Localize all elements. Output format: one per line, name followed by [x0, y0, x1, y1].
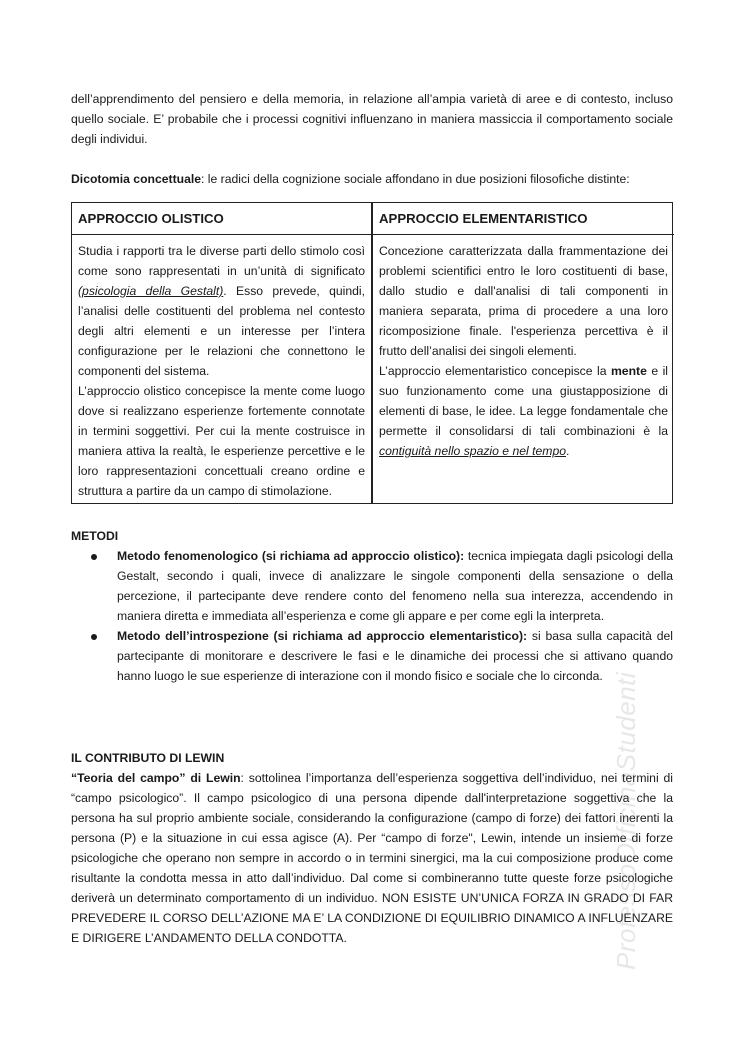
olistico-text-1: Studia i rapporti tra le diverse parti dello stimolo così come sono rappresentati in un’unità di significato: [78, 244, 365, 278]
table-cell-olistico: [72, 235, 373, 503]
watermark: ProfessoOfficinaStudenti: [611, 671, 641, 970]
metodi-list: [71, 546, 673, 686]
gestalt-link[interactable]: (psicologia della Gestalt): [78, 284, 224, 298]
dicotomia-text: : le radici della cognizione sociale affondano in due posizioni filosofiche distinte:: [201, 172, 630, 186]
metodo-text: tecnica impiegata dagli psicologi della Gestalt, secondo i quali, invece di analizzare le singole componenti della sensazione o della percezione, il partecipante deve rendere conto del fenomeno nella sua interezza, accendendo in maniera diretta e immediata all’esperienza e come gli appare e per come egli la interpreta.: [117, 549, 673, 623]
elementaristico-text-1: L’approccio elementaristico concepisce la: [379, 364, 611, 378]
elementaristico-paragraph-1: Concezione caratterizzata dalla frammentazione dei problemi scientifici entro le loro costituenti di base, dallo studio e dall'analisi di tali componenti in maniera separata, prima di procedere a una loro ricomposizione finale. l'esperienza percettiva è il frutto dell’analisi dei singoli elementi.: [379, 244, 668, 358]
metodi-title: METODI: [71, 529, 119, 543]
metodo-label: Metodo fenomenologico (si richiama ad approccio olistico):: [117, 549, 465, 563]
intro-paragraph: dell’apprendimento del pensiero e della memoria, in relazione all’ampia varietà di aree e di contesto, incluso quello sociale. E’ probabile che i processi cognitivi influenzano in maniera massiccia il comportamento sociale degli individui.: [71, 92, 673, 146]
mente-bold: mente: [610, 364, 647, 378]
metodo-text: si basa sulla capacità del partecipante di monitorare e descrivere le fasi e le dinamiche dei processi che si attivano quando hanno luogo le sue esperienze di interazione con il mondo fisico e sociale che lo circonda.: [117, 629, 673, 683]
table-header-olistico: APPROCCIO OLISTICO: [72, 203, 373, 235]
list-item: [117, 546, 673, 626]
metodo-label: Metodo dell’introspezione (si richiama ad approccio elementaristico):: [117, 629, 528, 643]
lewin-label: “Teoria del campo” di Lewin: [71, 771, 241, 785]
list-item: [117, 626, 673, 686]
lewin-title: IL CONTRIBUTO DI LEWIN: [71, 751, 225, 765]
contiguita-link[interactable]: contiguità nello spazio e nel tempo: [379, 444, 566, 458]
dicotomia-paragraph: [71, 169, 673, 189]
comparison-table: [71, 202, 673, 504]
elementaristico-paragraph-2: [379, 361, 668, 461]
table-cell-elementaristico: [373, 235, 674, 503]
document-page: [71, 89, 673, 948]
lewin-text: : sottolinea l’importanza dell’esperienza soggettiva dell’individuo, nei termini di “campo psicologico”. Il campo psicologico di una persona dipende dall'interpretazione soggettiva che la persona ha sul proprio ambiente sociale, considerando la configurazione (campo di forze) dei fattori inerenti la persona (P) e la situazione in cui essa agisce (A). Per “campo di forze", Lewin, intende un insieme di forze psicologiche che operano non sempre in accordo o in termini sinergici, ma la cui composizione produce come risultante la condotta messa in atto dall’individuo. Dal come si combineranno tutte queste forze psicologiche deriverà un determinato comportamento di un individuo. NON ESISTE UN’UNICA FORZA IN GRADO DI FAR PREVEDERE IL CORSO DELL’AZIONE MA E’ LA CONDIZIONE DI EQUILIBRIO DINAMICO A INFLUENZARE E DIRIGERE L’ANDAMENTO DELLA CONDOTTA.: [71, 771, 674, 945]
table-header-elementaristico: APPROCCIO ELEMENTARISTICO: [373, 203, 674, 235]
elementaristico-text-2: e il suo funzionamento come una giustapposizione di elementi di base, le idee. La legge fondamentale che permette il consolidarsi di tali combinazioni è la: [379, 364, 669, 438]
olistico-paragraph-1: [78, 241, 365, 381]
elementaristico-text-3: .: [566, 444, 570, 458]
olistico-text-2: . Esso prevede, quindi, l’analisi delle costituenti del problema nel contesto degli altri elementi e un interesse per l’intera configurazione per le relazioni che connettono le componenti del sistema.: [78, 284, 366, 378]
dicotomia-label: Dicotomia concettuale: [71, 172, 202, 186]
olistico-paragraph-2: L’approccio olistico concepisce la mente come luogo dove si realizzano esperienze fortemente connotate in termini soggettivi. Per cui la mente costruisce in maniera attiva la realtà, le esperienze percettive e le loro rappresentazioni concettuali creano ordine e struttura a partire da un campo di stimolazione.: [78, 384, 365, 498]
lewin-paragraph: [71, 768, 673, 948]
